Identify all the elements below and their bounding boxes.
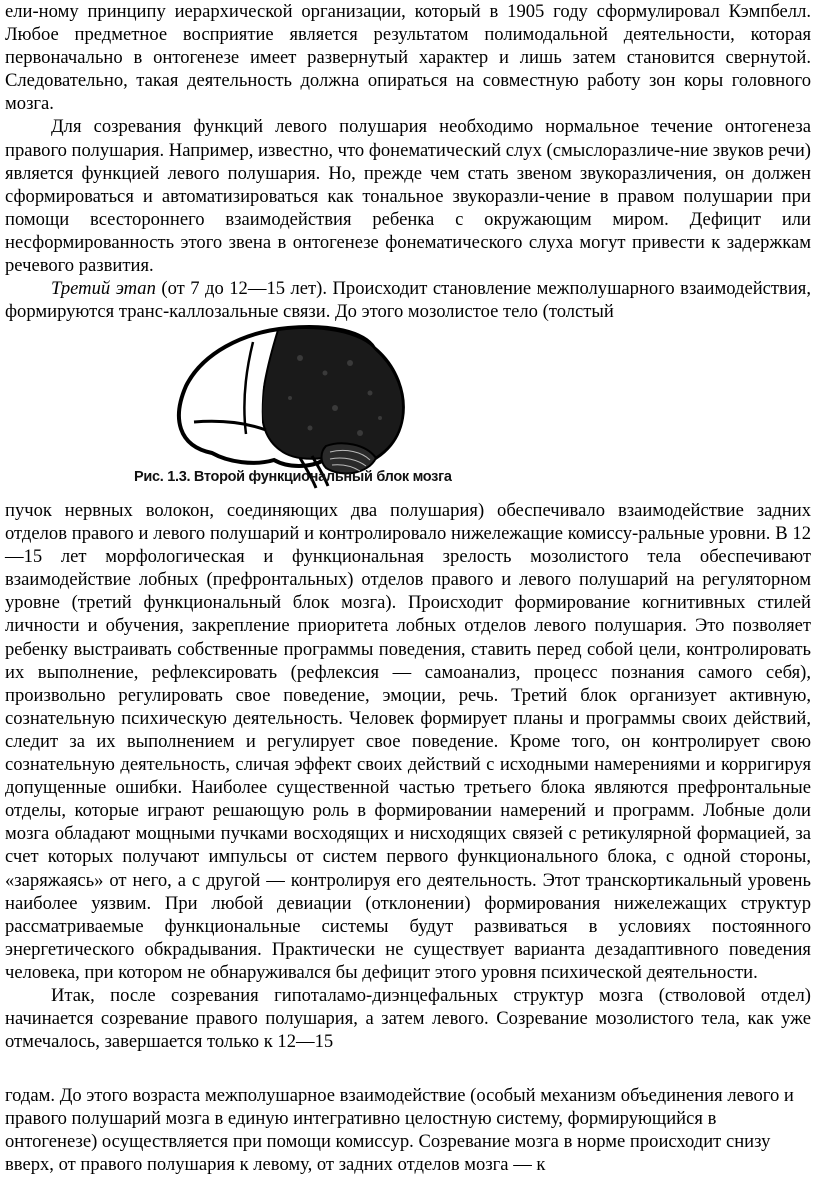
text-block-top <box>5 0 811 323</box>
paragraph: пучок нервных волокон, соединяющих два полушария) обеспечивало взаимодействие задних отделов правого и левого полушарий и контролировало нижележащие комиссу-ральные уровни. В 12—15 лет морфологическая и функциональная зрелость мозолистого тела обеспечивают взаимодействие лобных (префронтальных) отделов правого и левого полушарий на регуляторном уровне (третий функциональный блок мозга). Происходит формирование когнитивных стилей личности и обучения, закрепление приоритета лобных отделов левого полушария. Это позволяет ребенку выстраивать собственные программы поведения, ставить перед собой цели, контролировать их выполнение, рефлексировать (рефлексия — самоанализ, процесс познания самого себя), произвольно регулировать свое поведение, эмоции, речь. Третий блок организует активную, сознательную психическую деятельность. Человек формирует планы и программы своих действий, следит за их выполнением и регулирует свое поведение. Кроме того, он контролирует свою сознательную деятельность, сличая эффект своих действий с исходными намерениями и корригируя допущенные ошибки. Наиболее существенной частью третьего блока являются префронтальные отделы, которые играют решающую роль в формировании намерений и программ. Лобные доли мозга обладают мощными пучками восходящих и нисходящих связей с ретикулярной формацией, за счет которых получают импульсы от систем первого функционального блока, с одной стороны, «заряжаясь» от него, а с другой — контролируя его деятельность. Этот транскортикальный уровень наиболее уязвим. При любой девиации (отклонении) формирования нижележащих структур рассматриваемые функциональные системы будут развиваться в условиях постоянного энергетического обкрадывания. Практически не существует варианта дезадаптивного поведения человека, при котором не обнаруживался бы дефицит этого уровня психической деятельности. <box>5 500 811 983</box>
paragraph: ели-ному принципу иерархической организации, который в 1905 году сформулировал Кэмпбелл. Любое предметное восприятие является результатом полимодальной деятельности, которая первоначально в онтогенезе имеет развернутый характер и лишь затем становится свернутой. Следовательно, такая деятельность должна опираться на совместную работу зон коры головного мозга. <box>5 1 811 115</box>
paragraph: Для созревания функций левого полушария необходимо нормальное течение онтогенеза правого полушария. Например, известно, что фонематический слух (смыслоразличе-ние звуков речи) является функцией левого полушария. Но, прежде чем стать звеном звукоразличения, он должен сформироваться и автоматизироваться как тональное звукоразли-чение в правом полушарии при помощи всестороннего взаимодействия ребенка с окружающим миром. Дефицит или несформированность этого звена в онтогенезе фонематического слуха могут привести к задержкам речевого развития. <box>5 116 811 277</box>
paragraph <box>5 277 811 323</box>
text-block-bottom <box>5 1084 811 1176</box>
paragraph: Итак, после созревания гипоталамо-диэнцефальных структур мозга (стволовой отдел) начинается созревание правого полушария, а затем левого. Созревание мозолистого тела, как уже отмечалось, завершается только к 12—15 <box>5 984 811 1053</box>
text-block-middle <box>5 499 811 1053</box>
paragraph: годам. До этого возраста межполушарное взаимодействие (особый механизм объединения левого и правого полушарий мозга в единую интегративно целостную систему, формирующийся в онтогенезе) осуществляется при помощи комиссур. Созревание мозга в норме происходит снизу вверх, от правого полушария к левому, от задних отделов мозга — к <box>5 1085 794 1176</box>
figure-caption: Рис. 1.3. Второй функциональный блок мозга <box>134 469 452 485</box>
paragraph-text: (от 7 до 12—15 лет). Происходит становление межполушарного взаимодействия, формируются транс-каллозальные связи. До этого мозолистое тело (толстый <box>5 278 811 323</box>
stage-title: Третий этап <box>51 278 156 300</box>
